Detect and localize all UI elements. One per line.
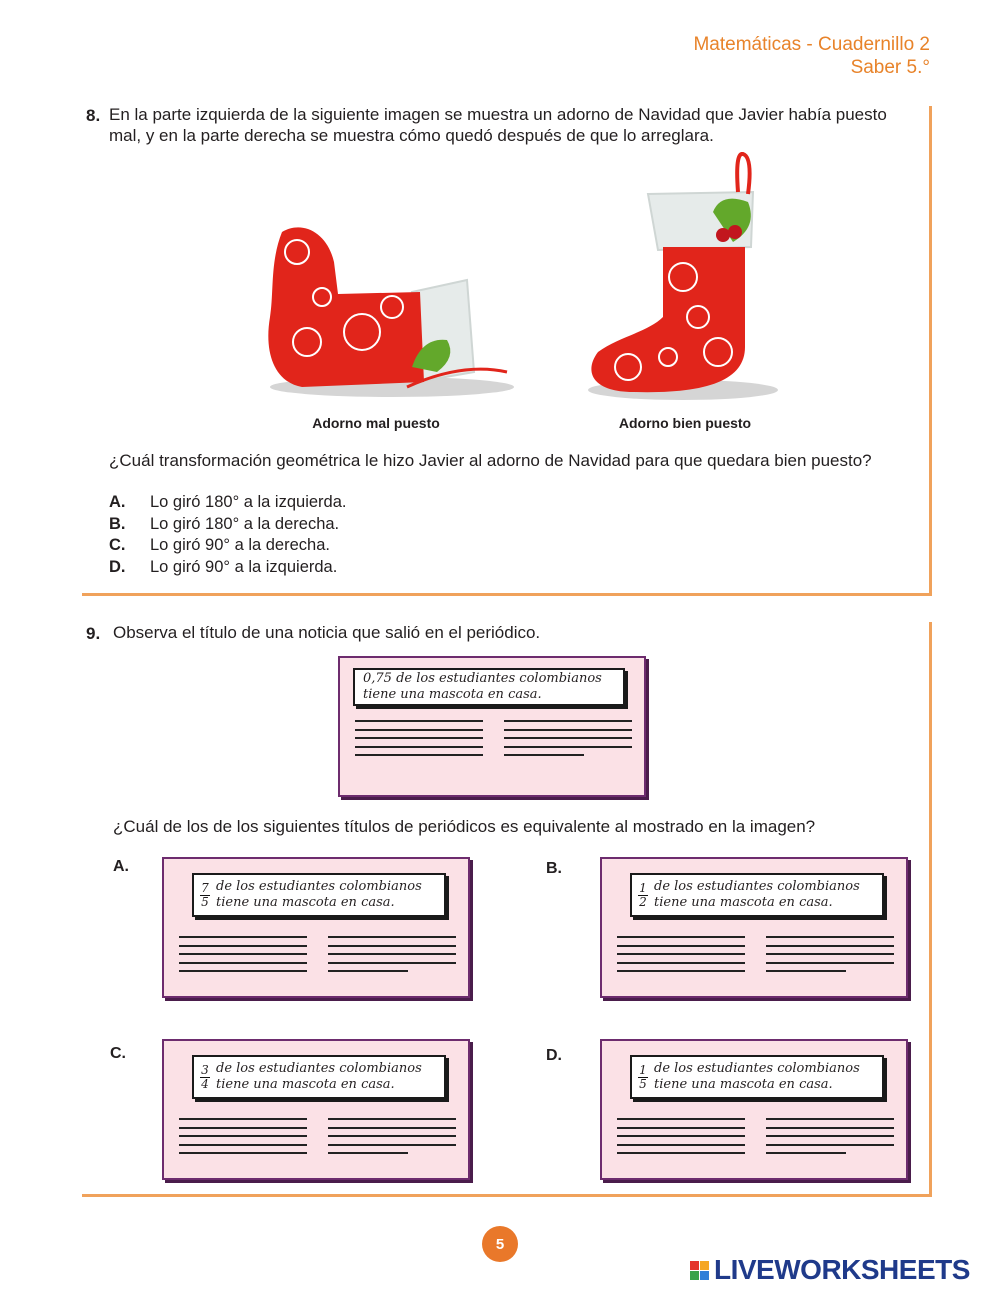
q9-letter-a: A. [113,858,129,875]
q9-option-a-headline: $\frac{7}{5}$ de los estudiantes colombianos tiene una mascota en casa. [192,873,446,917]
header-grade: Saber 5.° [850,57,930,78]
q8-frame-right [929,106,932,596]
q8-option-c[interactable]: C. Lo giró 90° a la derecha. [109,536,330,554]
q8-statement: En la parte izquierda de la siguiente imagen se muestra un adorno de Navidad que Javier había puesto mal, y en la parte derecha se muestra cómo quedó después de que lo arreglara. [109,105,887,145]
fraction: $\frac{1}{2}$ [639,880,647,909]
stocking-wrong-image [262,222,517,402]
fraction: $\frac{3}{4}$ [201,1062,209,1091]
q9-option-d-headline: $\frac{1}{5}$ de los estudiantes colombianos tiene una mascota en casa. [630,1055,884,1099]
newspaper-main-col1 [355,720,483,763]
q8-question: ¿Cuál transformación geométrica le hizo Javier al adorno de Navidad para que quedara bien puesto? [109,451,872,470]
fraction: $\frac{7}{5}$ [201,880,209,909]
q9-letter-d: D. [546,1047,562,1064]
q9-letter-c: C. [110,1045,126,1062]
liveworksheets-logo[interactable] [690,1254,970,1286]
caption-right: Adorno bien puesto [618,415,752,431]
q8-option-d[interactable]: D. Lo giró 90° a la izquierda. [109,557,338,576]
q9-letter-b: B. [546,860,562,877]
q9-option-b[interactable] [600,857,908,998]
q9-number: 9. [86,624,101,643]
q9-option-d[interactable] [600,1039,908,1180]
q8-option-a[interactable]: A. Lo giró 180° a la izquierda. [109,493,347,511]
stocking-right-image [573,152,778,407]
q9-option-a[interactable] [162,857,470,998]
q9-frame-bottom [82,1194,932,1197]
q8-options [109,492,346,578]
logo-text: LIVEWORKSHEETS [714,1254,970,1285]
q8-option-b[interactable]: B. Lo giró 180° a la derecha. [109,514,340,533]
newspaper-main-headline: 0,75 de los estudiantes colombianos tiene una mascota en casa. [353,668,625,706]
header [693,33,930,79]
page-number: 5 [482,1226,518,1262]
q9-option-b-headline: $\frac{1}{2}$ de los estudiantes colombianos tiene una mascota en casa. [630,873,884,917]
q9-frame-right [929,622,932,1197]
header-title: Matemáticas - Cuadernillo 2 [693,34,930,55]
q9-intro: Observa el título de una noticia que salió en el periódico. [113,623,541,642]
q9-option-c-headline: $\frac{3}{4}$ de los estudiantes colombianos tiene una mascota en casa. [192,1055,446,1099]
newspaper-main-col2 [504,720,632,763]
q9-question: ¿Cuál de los de los siguientes títulos de periódicos es equivalente al mostrado en la imagen? [113,817,816,836]
q8-frame-bottom [82,593,932,596]
fraction: $\frac{1}{5}$ [639,1062,647,1091]
q8-number: 8. [86,106,101,125]
caption-wrong: Adorno mal puesto [312,415,440,431]
logo-blocks-icon [690,1261,709,1280]
q9-option-c[interactable] [162,1039,470,1180]
newspaper-main [338,656,646,797]
